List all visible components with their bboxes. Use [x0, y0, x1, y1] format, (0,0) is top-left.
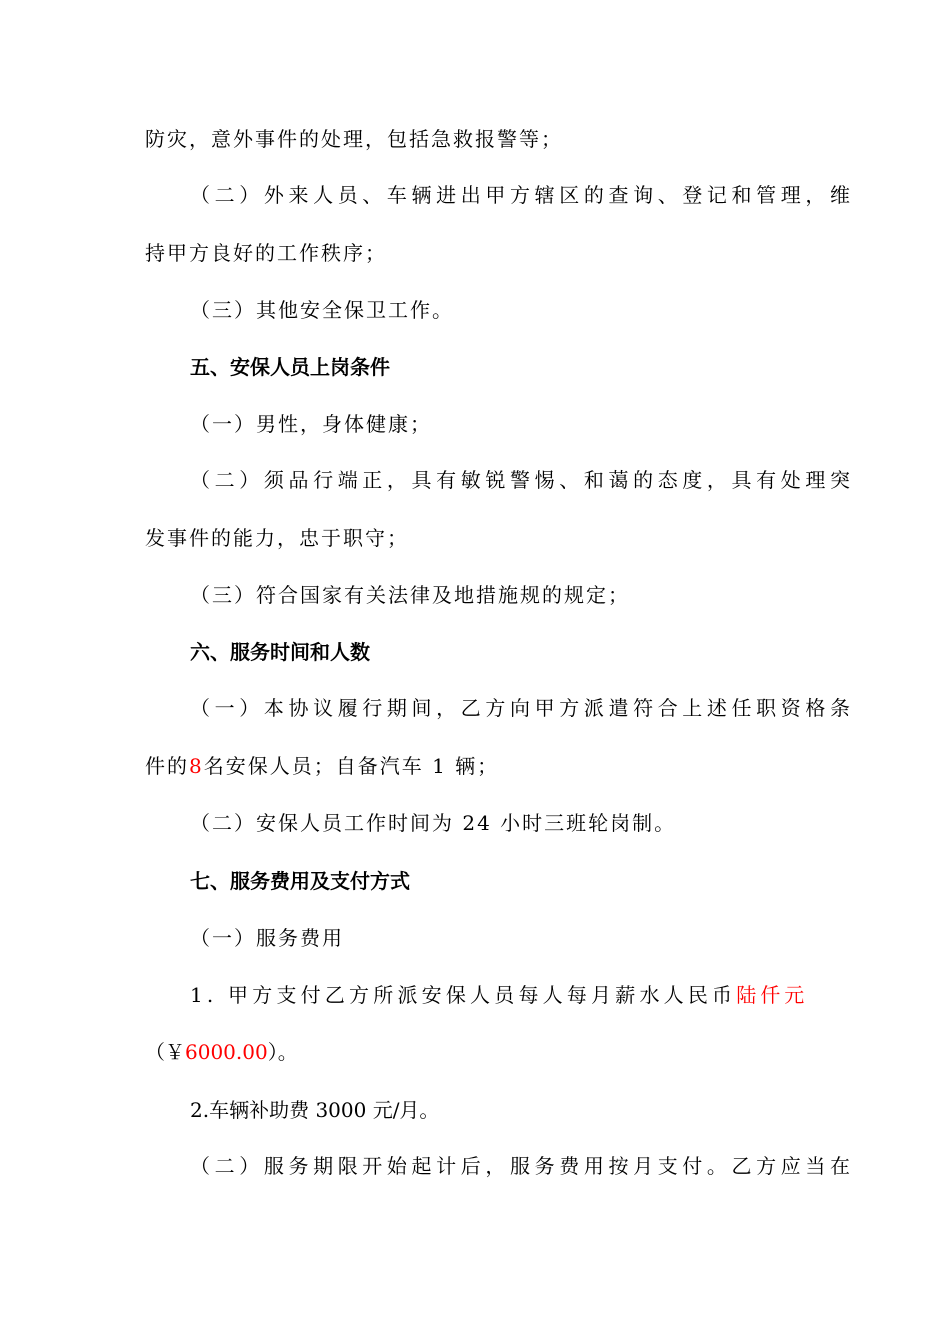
text-segment: （￥: [145, 1040, 185, 1064]
paragraph-line: [0, 694, 950, 722]
paragraph-line: 持甲方良好的工作秩序；: [145, 241, 387, 265]
text-segment: 名安保人员；自备汽车 1 辆；: [203, 754, 500, 778]
paragraph-line: [0, 752, 950, 780]
paragraph-line: [0, 1038, 950, 1066]
paragraph-line: 2.车辆补助费 3000 元/月。: [190, 1098, 440, 1122]
justified-text: （一）本协议履行期间，乙方向甲方派遣符合上述任职资格条: [190, 696, 850, 720]
paragraph-line: 防灾，意外事件的处理，包括急救报警等；: [145, 127, 563, 151]
paragraph-line: [0, 181, 950, 209]
paragraph-line: 发事件的能力，忠于职守；: [145, 526, 409, 550]
section-heading-6: 六、服务时间和人数: [190, 640, 370, 664]
personnel-count-highlight: 8: [189, 754, 204, 778]
paragraph-line: （一）男性，身体健康；: [190, 412, 432, 436]
salary-figure-highlight: 6000.00: [185, 1040, 268, 1064]
justified-text: （二）服务期限开始起计后，服务费用按月支付。乙方应当在: [190, 1154, 850, 1178]
paragraph-line: [0, 981, 950, 1009]
paragraph-line: [0, 466, 950, 494]
paragraph-line: （三）其他安全保卫工作。: [190, 298, 454, 322]
salary-amount-highlight: 陆仟元: [736, 983, 809, 1007]
paragraph-line: （一）服务费用: [190, 926, 344, 950]
section-heading-7: 七、服务费用及支付方式: [190, 869, 410, 893]
justified-text: （二）须品行端正，具有敏锐警惕、和蔼的态度，具有处理突: [190, 468, 850, 492]
text-segment: 件的: [145, 754, 189, 778]
text-segment: 1. 甲方支付乙方所派安保人员每人每月薪水人民币: [190, 983, 737, 1007]
paragraph-line: （二）安保人员工作时间为 24 小时三班轮岗制。: [190, 811, 677, 835]
paragraph-line: [0, 1152, 950, 1180]
paragraph-line: （三）符合国家有关法律及地措施规的规定；: [190, 583, 630, 607]
text-segment: ）。: [267, 1040, 298, 1064]
section-heading-5: 五、安保人员上岗条件: [190, 355, 390, 379]
justified-text: （二）外来人员、车辆进出甲方辖区的查询、登记和管理，维: [190, 183, 850, 207]
